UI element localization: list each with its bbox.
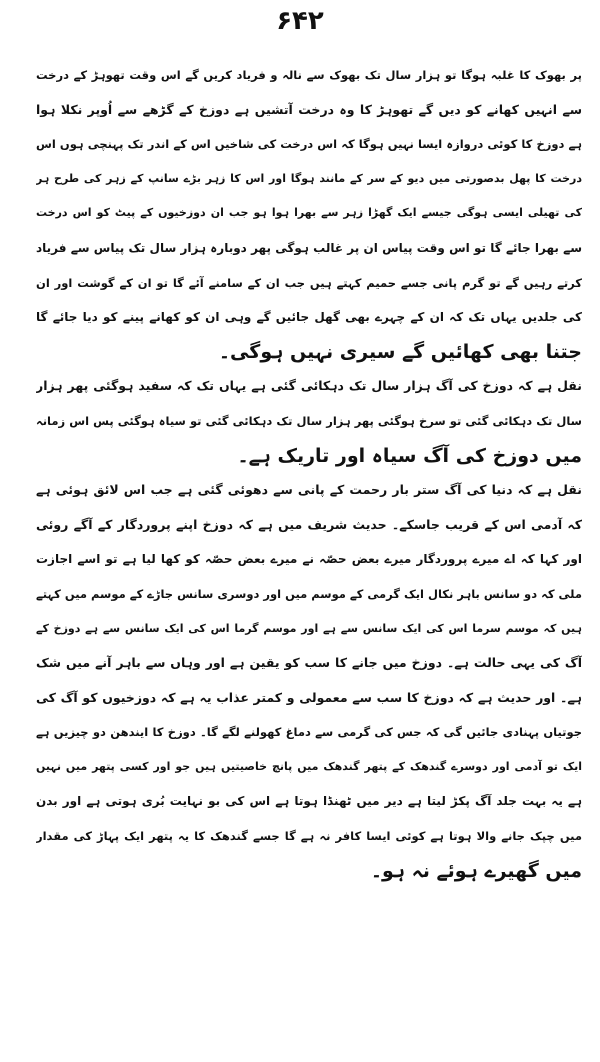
text-line: کی تھیلی ایسی ہوگی جیسے ایک گھڑا زہر سے بھرا ہوا ہو جب ان دوزخیوں کے پیٹ کو اس درخت [36,206,582,220]
text-line: اور کہا کہ اے میرے پروردگار میرے بعض حصّہ نے میرے بعض حصّہ کو کھا لیا ہے تو اسے اجازت [36,552,582,567]
text-line: ہے۔ اور حدیث ہے کہ دوزخ کا سب سے معمولی و کمتر عذاب یہ ہے کہ دوزخیوں کو آگ کی [36,689,582,705]
text-line: سے بھرا جائے گا تو اس وقت پیاس ان پر غالب ہوگی پھر دوبارہ ہزار سال تک پیاس سے فریاد [36,240,582,255]
text-line: سے انہیں کھانے کو دیں گے تھوہڑ کا وہ درخت آتشیں ہے دوزخ کے گڑھے سے اُوپر نکلا ہوا [36,101,582,117]
text-line: درخت کا پھل بدصورتی میں دیو کے سر کے مانند ہوگا اور اس کا زہر بڑے سانپ کے زہر کی طرح ہر [36,171,582,185]
text-line: ہے دوزخ کا کوئی دروازہ ایسا نہیں ہوگا کہ اس درخت کی شاخیں اس کے اندر تک پہنچی ہوں اس [36,137,582,152]
text-line: جوتیاں پہنادی جائیں گی کہ جس کی گرمی سے دماغ کھولنے لگے گا۔ دوزخ کا ایندھن دو چیزیں ہے [36,725,582,740]
text-line: ہے یہ بہت جلد آگ پکڑ لیتا ہے دیر میں ٹھنڈا ہوتا ہے اس کی بو نہایت بُری ہوتی ہے اور بدن [36,794,582,809]
text-line: میں گھیرے ہوئے نہ ہو۔ [370,859,582,882]
urdu-text-body [36,58,582,1048]
page-number: ۶۴۲ [276,6,324,36]
text-line: کہ آدمی اس کے قریب جاسکے۔ حدیث شریف میں ہے کہ دوزخ اپنے پروردگار کے آگے روئی [36,516,582,532]
text-line: کرتے رہیں گے تو گرم پانی جسے حمیم کہتے ہیں جب ان کے سامنے آئے گا تو ان کے گوشت اور ان [36,275,582,290]
text-line: پر بھوک کا غلبہ ہوگا تو ہزار سال تک بھوک سے نالہ و فریاد کریں گے اس وقت تھوہڑ کے درخت [36,68,582,82]
text-line: نقل ہے کہ دنیا کی آگ ستر بار رحمت کے پانی سے دھوئی گئی ہے جب اس لائق ہوئی ہے [36,482,582,498]
text-line: نقل ہے کہ دوزخ کی آگ ہزار سال تک دہکائی گئی ہے یہاں تک کہ سفید ہوگئی پھر ہزار [36,378,582,394]
text-line: ہیں کہ موسم سرما اس کی ایک سانس سے ہے اور موسم گرما اس کی ایک سانس سے ہے دوزخ کے [36,621,582,635]
text-line: میں چپک جانے والا ہوتا ہے کوئی ایسا کافر نہ ہے گا جسے گندھک کا یہ پتھر ایک پہاڑ کی مقدار [36,829,582,844]
text-line: ملی کہ دو سانس باہر نکال ایک گرمی کے موسم میں اور دوسری سانس جاڑے کے موسم میں کہتے [36,586,582,601]
text-line: ایک تو آدمی اور دوسرے گندھک کے پتھر گندھک میں پانچ خاصیتیں ہیں جو اور کسی پتھر میں نہیں [36,759,582,773]
text-line: جتنا بھی کھائیں گے سیری نہیں ہوگی۔ [218,340,582,363]
text-line: کی جلدیں یہاں تک کہ ان کے چہرے بھی گھل جائیں گے وہی ان کو کھانے پینے کو دیا جائے گا [36,310,582,325]
text-line: سال تک دہکائی گئی تو سرخ ہوگئی پھر ہزار سال تک دہکائی گئی تو سیاہ ہوگئی پس اس زمانہ [36,413,582,428]
text-line: آگ کی یہی حالت ہے۔ دوزخ میں جانے کا سب کو یقین ہے اور وہاں سے باہر آنے میں شک [36,655,582,671]
text-line: میں دوزخ کی آگ سیاہ اور تاریک ہے۔ [237,444,582,467]
